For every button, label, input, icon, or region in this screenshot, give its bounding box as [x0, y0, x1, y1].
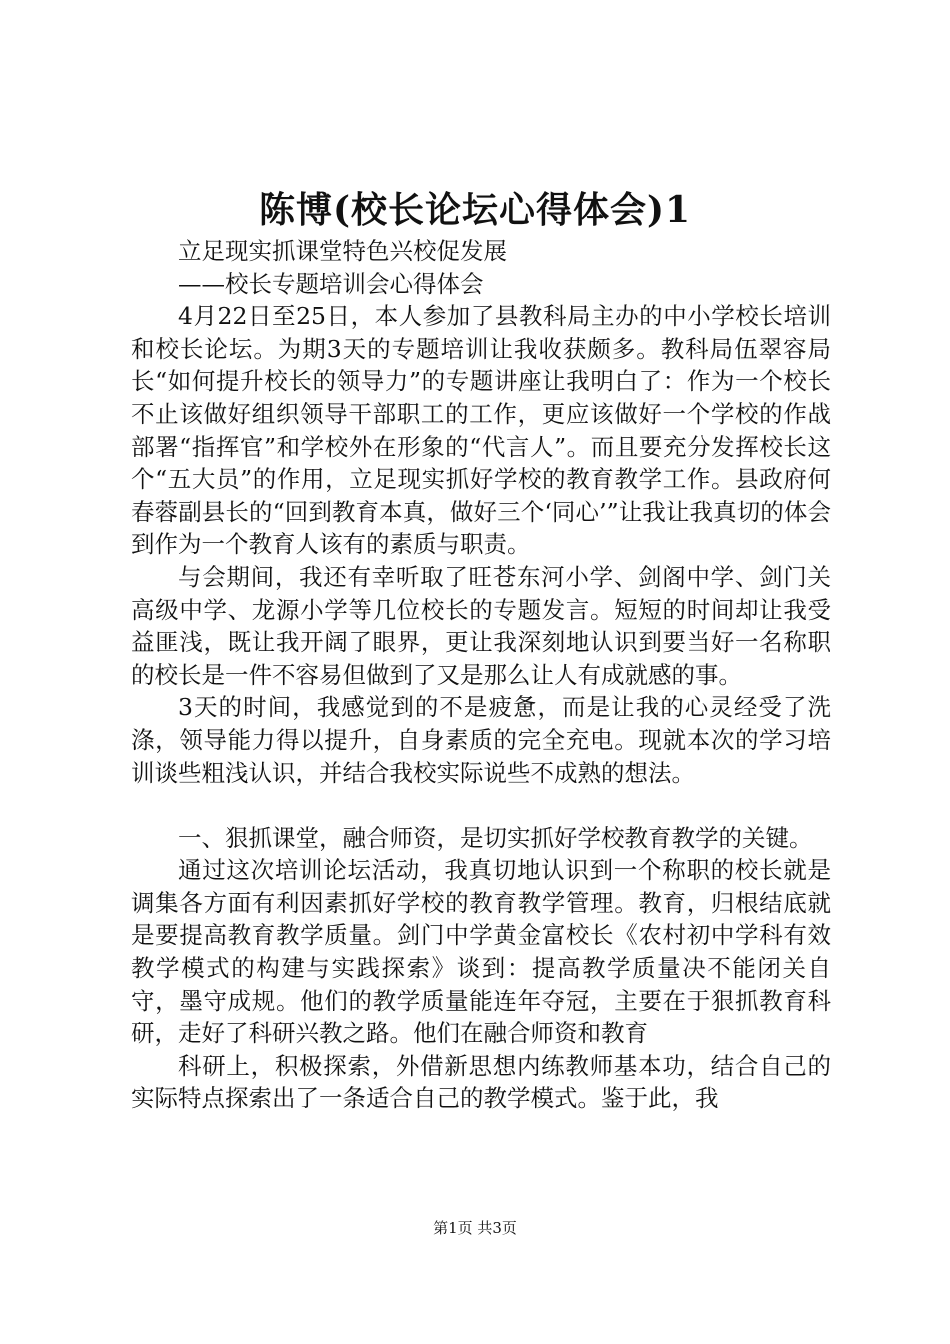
document-body [131, 235, 831, 1115]
paragraph: 与会期间，我还有幸听取了旺苍东河小学、剑阁中学、剑门关高级中学、龙源小学等几位校长的专题发言。短短的时间却让我受益匪浅，既让我开阔了眼界，更让我深刻地认识到要当好一名称职的校长是一件不容易但做到了又是那么让人有成就感的事。 [131, 562, 831, 689]
subtitle: 立足现实抓课堂特色兴校促发展 [178, 237, 507, 265]
section-heading: 一、狠抓课堂，融合师资，是切实抓好学校教育教学的关键。 [178, 823, 813, 852]
sub-subtitle: ——校长专题培训会心得体会 [178, 269, 484, 298]
paragraph: 科研上，积极探索，外借新思想内练教师基本功，结合自己的实际特点探索出了一条适合自己的教学模式。鉴于此，我 [131, 1051, 831, 1113]
page-footer: 第1页 共3页 [433, 1219, 517, 1237]
paragraph-spacer [131, 789, 831, 822]
document-title: 陈博(校长论坛心得体会)1 [258, 189, 692, 231]
paragraph: 4月22日至25日，本人参加了县教科局主办的中小学校长培训和校长论坛。为期3天的专题培训让我收获颇多。教科局伍翠容局长“如何提升校长的领导力”的专题讲座让我明白了：作为一个校长不止该做好组织领导干部职工的工作，更应该做好一个学校的作战部署“指挥官”和学校外在形象的“代言人”。而且要充分发挥校长这个“五大员”的作用，立足现实抓好学校的教育教学工作。县政府何春蓉副县长的“回到教育本真，做好三个‘同心’”让我让我真切的体会到作为一个教育人该有的素质与职责。 [131, 302, 831, 559]
paragraph: 3天的时间，我感觉到的不是疲惫，而是让我的心灵经受了洗涤，领导能力得以提升，自身素质的完全充电。现就本次的学习培训谈些粗浅认识，并结合我校实际说些不成熟的想法。 [131, 693, 831, 787]
paragraph: 通过这次培训论坛活动，我真切地认识到一个称职的校长就是调集各方面有利因素抓好学校的教育教学管理。教育，归根结底就是要提高教育教学质量。剑门中学黄金富校长《农村初中学科有效教学模式的构建与实践探索》谈到：提高教学质量决不能闭关自守，墨守成规。他们的教学质量能连年夺冠，主要在于狠抓教育科研，走好了科研兴教之路。他们在融合师资和教育 [131, 856, 831, 1048]
